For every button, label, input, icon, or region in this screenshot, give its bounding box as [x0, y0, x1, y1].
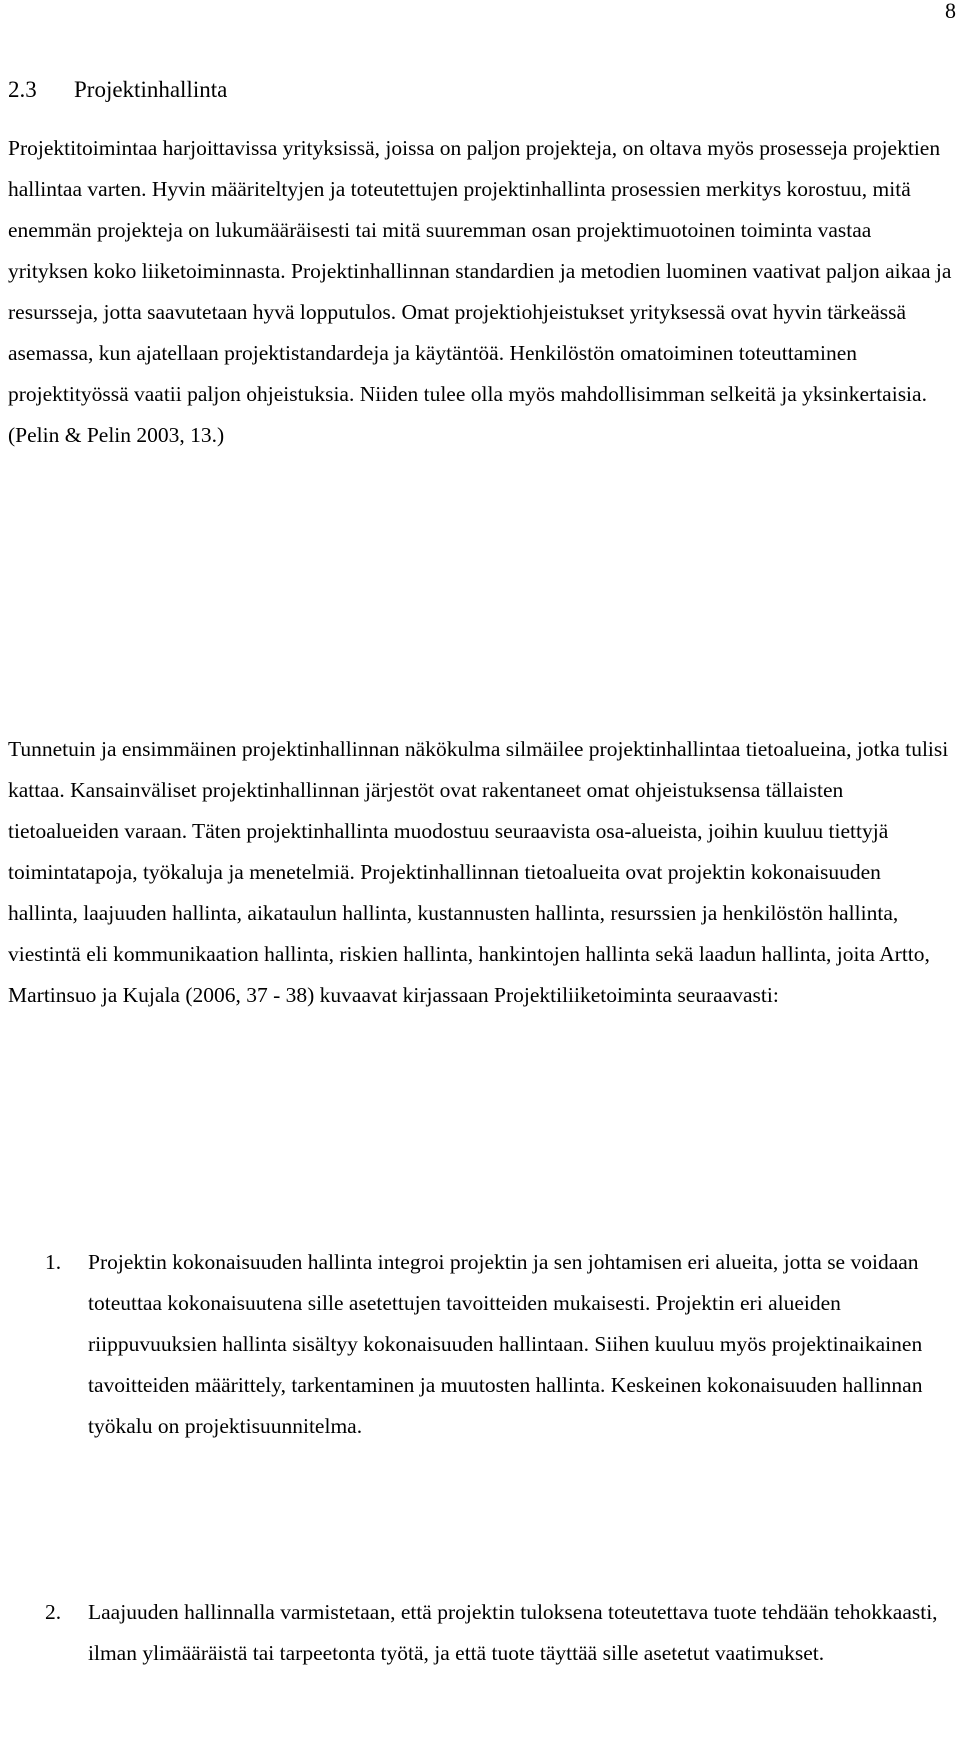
page-number: 8: [945, 0, 956, 23]
section-title: Projektinhallinta: [74, 77, 228, 102]
list-marker: 2.: [45, 1600, 62, 1624]
section-number: 2.3: [8, 77, 37, 102]
list-marker: 1.: [45, 1250, 62, 1274]
list-item-text: Projektin kokonaisuuden hallinta integroi projektin ja sen johtamisen eri alueita, jotta se voidaan toteuttaa kokonaisuutena sille asetettujen tavoitteiden mukaisesti. Projektin eri alueiden riippuvuuksien hallinta sisältyy kokonaisuuden hallintaan. Siihen kuuluu myös projektinaikainen tavoitteiden määrittely, tarkentaminen ja muutosten hallinta. Keskeinen kokonaisuuden hallinnan työkalu on projektisuunnitelma.: [88, 1250, 923, 1438]
paragraph-2: Tunnetuin ja ensimmäinen projektinhallinnan näkökulma silmäilee projektinhallintaa tietoalueina, jotka tulisi kattaa. Kansainväliset projektinhallinnan järjestöt ovat rakentaneet omat ohjeistuksensa tällaisten tietoalueiden varaan. Täten projektinhallinta muodostuu seuraavista osa-alueista, joihin kuuluu tiettyjä toimintatapoja, työkaluja ja menetelmiä. Projektinhallinnan tietoalueita ovat projektin kokonaisuuden hallinta, laajuuden hallinta, aikataulun hallinta, kustannusten hallinta, resurssien ja henkilöstön hallinta, viestintä eli kommunikaation hallinta, riskien hallinta, hankintojen hallinta sekä laadun hallinta, joita Artto, Martinsuo ja Kujala (2006, 37 - 38) kuvaavat kirjassaan Projektiliiketoiminta seuraavasti:: [8, 737, 949, 1007]
section-heading: [8, 76, 227, 104]
paragraph-1: Projektitoimintaa harjoittavissa yrityksissä, joissa on paljon projekteja, on oltava myös prosesseja projektien hallintaa varten. Hyvin määriteltyjen ja toteutettujen projektinhallinta prosessien merkitys korostuu, mitä enemmän projekteja on lukumääräisesti tai mitä suuremman osan projektimuotoinen toiminta vastaa yrityksen koko liiketoiminnasta. Projektinhallinnan standardien ja metodien luominen vaativat paljon aikaa ja resursseja, jotta saavutetaan hyvä lopputulos. Omat projektiohjeistukset yrityksessä ovat hyvin tärkeässä asemassa, kun ajatellaan projektistandardeja ja käytäntöä. Henkilöstön omatoiminen toteuttaminen projektityössä vaatii paljon ohjeistuksia. Niiden tulee olla myös mahdollisimman selkeitä ja yksinkertaisia. (Pelin & Pelin 2003, 13.): [8, 136, 952, 447]
list-item-text: Laajuuden hallinnalla varmistetaan, että projektin tuloksena toteutettava tuote tehdään tehokkaasti, ilman ylimääräistä tai tarpeetonta työtä, ja että tuote täyttää sille asetetut vaatimukset.: [88, 1600, 938, 1665]
